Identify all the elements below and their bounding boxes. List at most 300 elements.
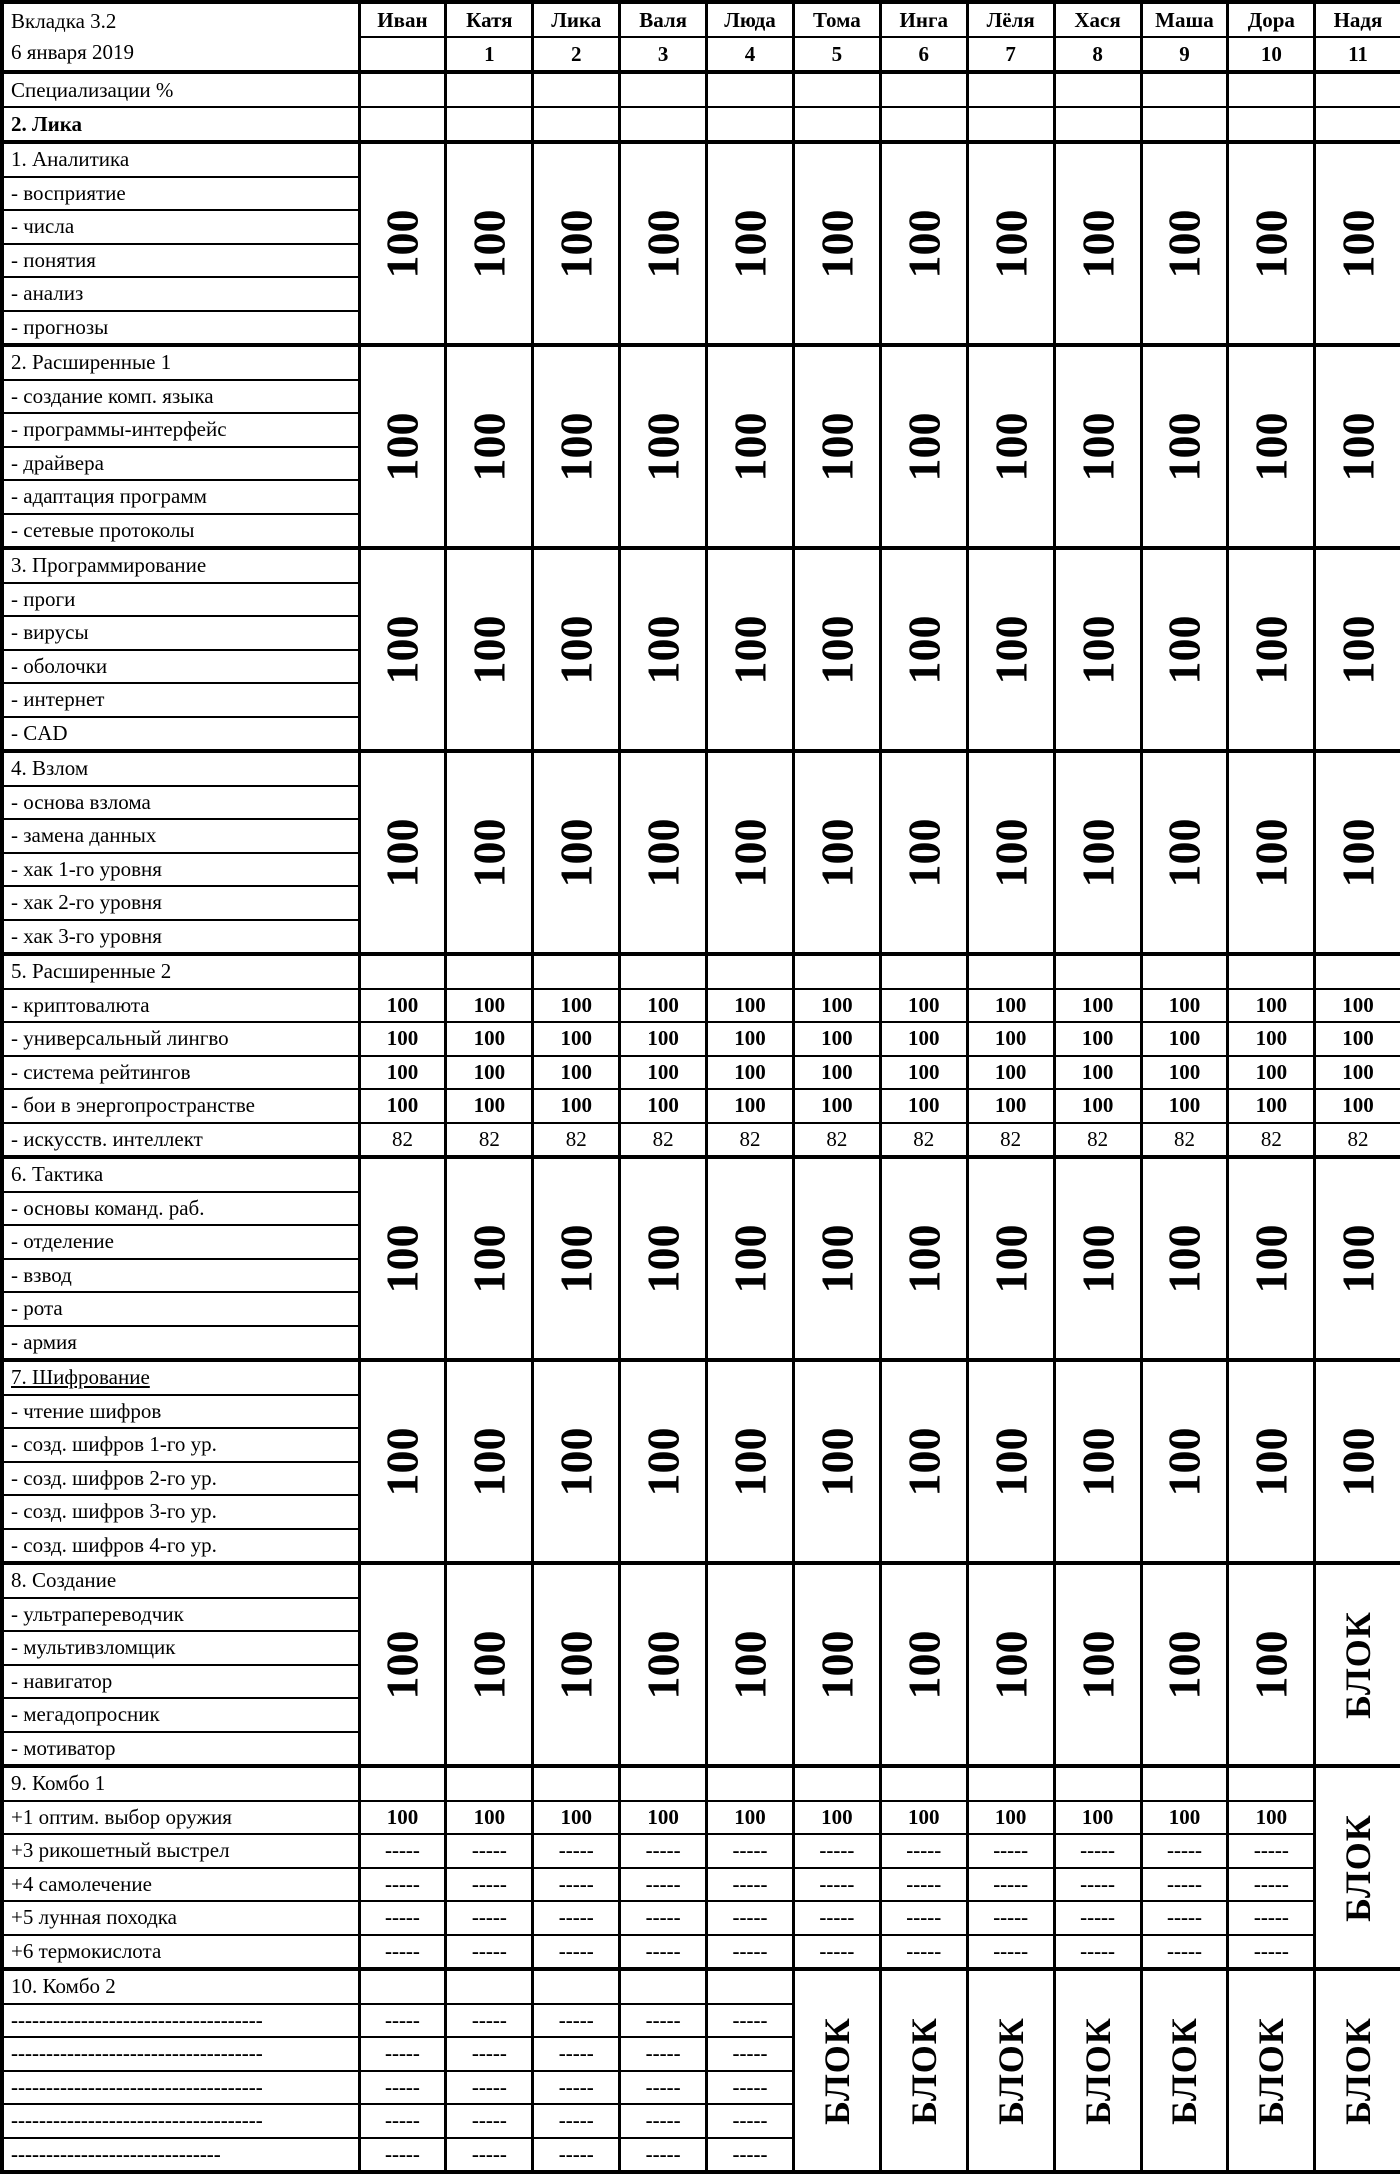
block-cell xyxy=(1315,1563,1400,1766)
empty-cell xyxy=(967,107,1054,142)
section-title: 6. Тактика xyxy=(2,1157,359,1192)
value-cell: ----- xyxy=(880,1868,967,1902)
row-label: - основы команд. раб. xyxy=(2,1192,359,1226)
rotated-value: 100 xyxy=(1158,818,1210,887)
empty-cell xyxy=(359,954,446,989)
merged-score-cell xyxy=(446,1360,533,1563)
rotated-value: 100 xyxy=(811,1630,863,1699)
table-row xyxy=(2,1868,1400,1902)
value-cell: ----- xyxy=(620,2037,707,2071)
rotated-value: 100 xyxy=(550,1224,602,1293)
value-cell: 100 xyxy=(533,989,620,1023)
empty-cell xyxy=(1315,107,1400,142)
rotated-value: 100 xyxy=(811,818,863,887)
value-cell: ----- xyxy=(359,1901,446,1935)
value-cell: ----- xyxy=(533,1935,620,1970)
rotated-value: БЛОК xyxy=(1337,1813,1378,1922)
rotated-value: 100 xyxy=(1158,209,1210,278)
value-cell: 100 xyxy=(1228,1056,1315,1090)
rotated-value: БЛОК xyxy=(1337,2016,1378,2125)
row-label: - универсальный лингво xyxy=(2,1022,359,1056)
section-title: 7. Шифрование xyxy=(2,1360,359,1395)
merged-score-cell xyxy=(707,1563,794,1766)
table-body xyxy=(2,2,1400,2172)
column-number: 10 xyxy=(1228,37,1315,72)
value-cell: ----- xyxy=(1054,1901,1141,1935)
selected-person-label: 2. Лика xyxy=(2,107,359,142)
value-cell: ----- xyxy=(446,2104,533,2138)
merged-score-cell xyxy=(533,1360,620,1563)
value-cell: ----- xyxy=(359,2037,446,2071)
value-cell: 100 xyxy=(1141,1056,1228,1090)
rotated-value: 100 xyxy=(463,818,515,887)
value-cell: 100 xyxy=(707,989,794,1023)
merged-score-cell xyxy=(707,1157,794,1360)
merged-score-cell xyxy=(967,142,1054,345)
value-cell: ----- xyxy=(880,1901,967,1935)
value-cell: ----- xyxy=(620,2071,707,2105)
value-cell: 100 xyxy=(1054,989,1141,1023)
rotated-value: 100 xyxy=(898,818,950,887)
value-cell: 100 xyxy=(359,1801,446,1835)
row-label: - прогнозы xyxy=(2,311,359,346)
rotated-value: 100 xyxy=(898,412,950,481)
merged-score-cell xyxy=(1141,1157,1228,1360)
rotated-value: 100 xyxy=(550,818,602,887)
merged-score-cell xyxy=(620,548,707,751)
value-cell: 100 xyxy=(793,1022,880,1056)
merged-score-cell xyxy=(533,548,620,751)
empty-cell xyxy=(880,107,967,142)
value-cell: 100 xyxy=(1054,1056,1141,1090)
value-cell: ----- xyxy=(620,1868,707,1902)
value-cell: ----- xyxy=(533,1901,620,1935)
merged-score-cell xyxy=(620,1563,707,1766)
value-cell: 100 xyxy=(620,1056,707,1090)
row-label: - восприятие xyxy=(2,177,359,211)
table-row xyxy=(2,1901,1400,1935)
row-label: - создание комп. языка xyxy=(2,380,359,414)
column-number: 9 xyxy=(1141,37,1228,72)
value-cell: 100 xyxy=(1228,989,1315,1023)
value-cell: ----- xyxy=(446,2004,533,2038)
value-cell: 82 xyxy=(1228,1123,1315,1158)
merged-score-cell xyxy=(359,751,446,954)
merged-score-cell xyxy=(793,548,880,751)
row-label: - мультивзломщик xyxy=(2,1631,359,1665)
rotated-value: 100 xyxy=(724,1224,776,1293)
row-label: - система рейтингов xyxy=(2,1056,359,1090)
row-label: +4 самолечение xyxy=(2,1868,359,1902)
table-row xyxy=(2,1563,1400,1598)
merged-score-cell xyxy=(533,142,620,345)
rotated-value: 100 xyxy=(724,412,776,481)
merged-score-cell xyxy=(707,751,794,954)
rotated-value: 100 xyxy=(1072,1427,1124,1496)
value-cell: ----- xyxy=(707,1834,794,1868)
merged-score-cell xyxy=(880,345,967,548)
merged-score-cell xyxy=(1228,548,1315,751)
rotated-value: 100 xyxy=(637,1224,689,1293)
empty-cell xyxy=(620,107,707,142)
empty-cell xyxy=(620,72,707,107)
rotated-value: 100 xyxy=(1158,412,1210,481)
merged-score-cell xyxy=(1228,751,1315,954)
rotated-value: 100 xyxy=(898,209,950,278)
value-cell: 100 xyxy=(1315,1022,1400,1056)
column-header: Дора xyxy=(1228,2,1315,37)
merged-score-cell xyxy=(533,1157,620,1360)
merged-score-cell xyxy=(446,1157,533,1360)
empty-cell xyxy=(793,107,880,142)
sheet-title-cell xyxy=(2,2,359,72)
value-cell: ----- xyxy=(446,2037,533,2071)
merged-score-cell xyxy=(880,142,967,345)
rotated-value: 100 xyxy=(376,209,428,278)
rotated-value: 100 xyxy=(1158,1630,1210,1699)
value-cell: ----- xyxy=(707,2071,794,2105)
rotated-value: 100 xyxy=(463,1630,515,1699)
value-cell: ----- xyxy=(533,2071,620,2105)
merged-score-cell xyxy=(1228,1563,1315,1766)
value-cell: ----- xyxy=(359,2104,446,2138)
merged-score-cell xyxy=(446,751,533,954)
value-cell: 100 xyxy=(707,1089,794,1123)
value-cell: ----- xyxy=(533,2037,620,2071)
row-label: - адаптация программ xyxy=(2,480,359,514)
empty-cell xyxy=(359,1969,446,2004)
merged-score-cell xyxy=(620,345,707,548)
rotated-value: 100 xyxy=(1158,1427,1210,1496)
value-cell: 100 xyxy=(1315,1089,1400,1123)
rotated-value: 100 xyxy=(811,1224,863,1293)
value-cell: ----- xyxy=(620,2004,707,2038)
value-cell: ----- xyxy=(446,1901,533,1935)
value-cell: ----- xyxy=(707,2138,794,2173)
rotated-value: 100 xyxy=(985,209,1037,278)
merged-score-cell xyxy=(1141,1563,1228,1766)
row-label: - мегадопросник xyxy=(2,1698,359,1732)
empty-cell xyxy=(880,954,967,989)
merged-score-cell xyxy=(1228,1157,1315,1360)
value-cell: 100 xyxy=(1054,1089,1141,1123)
block-cell xyxy=(1228,1969,1315,2172)
table-row xyxy=(2,1123,1400,1158)
row-label: - CAD xyxy=(2,717,359,752)
value-cell: ----- xyxy=(1228,1868,1315,1902)
row-label: - сетевые протоколы xyxy=(2,514,359,549)
rotated-value: 100 xyxy=(985,818,1037,887)
rotated-value: 100 xyxy=(724,1427,776,1496)
column-header: Маша xyxy=(1141,2,1228,37)
row-label: - чтение шифров xyxy=(2,1395,359,1429)
rotated-value: 100 xyxy=(1332,818,1384,887)
value-cell: 100 xyxy=(446,1801,533,1835)
rotated-value: 100 xyxy=(1245,209,1297,278)
value-cell: 100 xyxy=(359,989,446,1023)
rotated-value: 100 xyxy=(1158,1224,1210,1293)
empty-cell xyxy=(1315,954,1400,989)
rotated-value: 100 xyxy=(985,412,1037,481)
rotated-value: 100 xyxy=(985,1224,1037,1293)
row-label: - оболочки xyxy=(2,650,359,684)
value-cell: 100 xyxy=(446,1022,533,1056)
merged-score-cell xyxy=(1315,1157,1400,1360)
value-cell: ----- xyxy=(1228,1834,1315,1868)
section-title: 1. Аналитика xyxy=(2,142,359,177)
merged-score-cell xyxy=(967,1563,1054,1766)
rotated-value: 100 xyxy=(724,1630,776,1699)
block-cell xyxy=(880,1969,967,2172)
value-cell: 82 xyxy=(793,1123,880,1158)
table-row xyxy=(2,548,1400,583)
value-cell: 82 xyxy=(707,1123,794,1158)
empty-cell xyxy=(1054,1766,1141,1801)
merged-score-cell xyxy=(1141,548,1228,751)
value-cell: 100 xyxy=(1054,1022,1141,1056)
empty-cell xyxy=(533,72,620,107)
value-cell: ----- xyxy=(446,1868,533,1902)
empty-cell xyxy=(707,1766,794,1801)
subtitle-label: Специализации % xyxy=(2,72,359,107)
merged-score-cell xyxy=(359,1563,446,1766)
table-row xyxy=(2,954,1400,989)
value-cell: 100 xyxy=(793,1089,880,1123)
merged-score-cell xyxy=(707,548,794,751)
rotated-value: 100 xyxy=(724,818,776,887)
rotated-value: 100 xyxy=(463,615,515,684)
block-cell xyxy=(967,1969,1054,2172)
table-row xyxy=(2,1022,1400,1056)
rotated-value: 100 xyxy=(1072,209,1124,278)
merged-score-cell xyxy=(359,548,446,751)
column-number: 3 xyxy=(620,37,707,72)
merged-score-cell xyxy=(1054,1563,1141,1766)
value-cell: 100 xyxy=(967,989,1054,1023)
rotated-value: 100 xyxy=(1332,412,1384,481)
rotated-value: 100 xyxy=(1245,615,1297,684)
column-number xyxy=(359,37,446,72)
column-number: 11 xyxy=(1315,37,1400,72)
empty-cell xyxy=(707,954,794,989)
column-number: 8 xyxy=(1054,37,1141,72)
row-label: - отделение xyxy=(2,1225,359,1259)
value-cell: 82 xyxy=(446,1123,533,1158)
sheet-title: Вкладка 3.2 xyxy=(11,9,117,33)
merged-score-cell xyxy=(880,1157,967,1360)
column-number: 7 xyxy=(967,37,1054,72)
value-cell: 100 xyxy=(359,1022,446,1056)
merged-score-cell xyxy=(707,1360,794,1563)
value-cell: ----- xyxy=(793,1901,880,1935)
merged-score-cell xyxy=(1315,751,1400,954)
rotated-value: 100 xyxy=(637,818,689,887)
rotated-value: 100 xyxy=(1072,818,1124,887)
merged-score-cell xyxy=(1054,1157,1141,1360)
row-label: - хак 3-го уровня xyxy=(2,920,359,955)
row-label: - числа xyxy=(2,210,359,244)
empty-cell xyxy=(1141,1766,1228,1801)
empty-cell xyxy=(1315,72,1400,107)
block-cell xyxy=(1054,1969,1141,2172)
rotated-value: 100 xyxy=(1072,1224,1124,1293)
column-number: 4 xyxy=(707,37,794,72)
value-cell: ----- xyxy=(1141,1868,1228,1902)
rotated-value: 100 xyxy=(1158,615,1210,684)
block-cell xyxy=(1315,1969,1400,2172)
row-label: - созд. шифров 1-го ур. xyxy=(2,1428,359,1462)
empty-cell xyxy=(967,1766,1054,1801)
value-cell: 82 xyxy=(1054,1123,1141,1158)
value-cell: ----- xyxy=(446,2138,533,2173)
merged-score-cell xyxy=(967,751,1054,954)
rotated-value: БЛОК xyxy=(990,2016,1031,2125)
merged-score-cell xyxy=(446,1563,533,1766)
value-cell: ----- xyxy=(446,2071,533,2105)
value-cell: ----- xyxy=(533,1868,620,1902)
value-cell: 100 xyxy=(1141,1022,1228,1056)
value-cell: 100 xyxy=(533,1801,620,1835)
table-row xyxy=(2,72,1400,107)
value-cell: 100 xyxy=(1054,1801,1141,1835)
empty-cell xyxy=(359,72,446,107)
rotated-value: 100 xyxy=(1072,615,1124,684)
merged-score-cell xyxy=(620,1360,707,1563)
row-label: ------------------------------------ xyxy=(2,2004,359,2038)
value-cell: ----- xyxy=(967,1935,1054,1970)
merged-score-cell xyxy=(793,1157,880,1360)
rotated-value: 100 xyxy=(463,1224,515,1293)
value-cell: 82 xyxy=(1141,1123,1228,1158)
merged-score-cell xyxy=(359,1360,446,1563)
value-cell: 100 xyxy=(446,1056,533,1090)
column-number: 2 xyxy=(533,37,620,72)
empty-cell xyxy=(707,107,794,142)
value-cell: 100 xyxy=(1228,1022,1315,1056)
rotated-value: 100 xyxy=(1245,1630,1297,1699)
rotated-value: 100 xyxy=(637,1427,689,1496)
value-cell: ----- xyxy=(620,2138,707,2173)
merged-score-cell xyxy=(880,1563,967,1766)
value-cell: 100 xyxy=(1315,989,1400,1023)
merged-score-cell xyxy=(967,548,1054,751)
merged-score-cell xyxy=(1054,548,1141,751)
value-cell: 100 xyxy=(793,1056,880,1090)
rotated-value: 100 xyxy=(811,1427,863,1496)
value-cell: ----- xyxy=(359,1868,446,1902)
table-row xyxy=(2,1766,1400,1801)
rotated-value: БЛОК xyxy=(816,2016,857,2125)
value-cell: 100 xyxy=(533,1056,620,1090)
merged-score-cell xyxy=(1315,1360,1400,1563)
row-label: - основа взлома xyxy=(2,786,359,820)
merged-score-cell xyxy=(1228,1360,1315,1563)
merged-score-cell xyxy=(359,1157,446,1360)
table-row xyxy=(2,1056,1400,1090)
rotated-value: 100 xyxy=(550,412,602,481)
rotated-value: БЛОК xyxy=(1337,1610,1378,1719)
value-cell: 100 xyxy=(707,1801,794,1835)
value-cell: 100 xyxy=(533,1089,620,1123)
empty-cell xyxy=(793,1766,880,1801)
value-cell: ----- xyxy=(620,1834,707,1868)
row-label: - криптовалюта xyxy=(2,989,359,1023)
rotated-value: 100 xyxy=(376,1630,428,1699)
rotated-value: 100 xyxy=(637,412,689,481)
rotated-value: 100 xyxy=(811,615,863,684)
merged-score-cell xyxy=(1315,345,1400,548)
table-row xyxy=(2,1360,1400,1395)
column-number: 6 xyxy=(880,37,967,72)
merged-score-cell xyxy=(793,142,880,345)
row-label: - рота xyxy=(2,1292,359,1326)
value-cell: 100 xyxy=(793,989,880,1023)
empty-cell xyxy=(967,72,1054,107)
empty-cell xyxy=(793,72,880,107)
rotated-value: 100 xyxy=(550,209,602,278)
row-label: ------------------------------ xyxy=(2,2138,359,2173)
rotated-value: 100 xyxy=(985,1630,1037,1699)
value-cell: ----- xyxy=(1054,1834,1141,1868)
value-cell: ----- xyxy=(1141,1834,1228,1868)
empty-cell xyxy=(1141,107,1228,142)
value-cell: ----- xyxy=(707,2104,794,2138)
row-label: - созд. шифров 3-го ур. xyxy=(2,1495,359,1529)
value-cell: 100 xyxy=(620,1022,707,1056)
merged-score-cell xyxy=(707,142,794,345)
rotated-value: 100 xyxy=(637,615,689,684)
section-title: 3. Программирование xyxy=(2,548,359,583)
column-number: 1 xyxy=(446,37,533,72)
value-cell: ----- xyxy=(707,1901,794,1935)
value-cell: 100 xyxy=(1141,1801,1228,1835)
value-cell: ----- xyxy=(533,2004,620,2038)
merged-score-cell xyxy=(620,751,707,954)
value-cell: ----- xyxy=(533,1834,620,1868)
value-cell: 100 xyxy=(1228,1089,1315,1123)
rotated-value: 100 xyxy=(724,615,776,684)
empty-cell xyxy=(967,954,1054,989)
row-label: - армия xyxy=(2,1326,359,1361)
value-cell: 100 xyxy=(880,1089,967,1123)
rotated-value: БЛОК xyxy=(1251,2016,1292,2125)
value-cell: 100 xyxy=(446,1089,533,1123)
merged-score-cell xyxy=(1054,142,1141,345)
row-label: - хак 2-го уровня xyxy=(2,886,359,920)
rotated-value: 100 xyxy=(1072,412,1124,481)
value-cell: ----- xyxy=(880,1834,967,1868)
rotated-value: 100 xyxy=(898,615,950,684)
rotated-value: 100 xyxy=(1245,818,1297,887)
value-cell: 100 xyxy=(620,1801,707,1835)
column-header: Лика xyxy=(533,2,620,37)
rotated-value: 100 xyxy=(985,1427,1037,1496)
rotated-value: БЛОК xyxy=(903,2016,944,2125)
row-label: - ультрапереводчик xyxy=(2,1598,359,1632)
value-cell: ----- xyxy=(359,2004,446,2038)
rotated-value: 100 xyxy=(376,1427,428,1496)
rotated-value: 100 xyxy=(376,818,428,887)
column-number: 5 xyxy=(793,37,880,72)
value-cell: ----- xyxy=(967,1868,1054,1902)
rotated-value: 100 xyxy=(376,1224,428,1293)
value-cell: ----- xyxy=(620,2104,707,2138)
value-cell: 100 xyxy=(533,1022,620,1056)
merged-score-cell xyxy=(1141,1360,1228,1563)
value-cell: 100 xyxy=(967,1801,1054,1835)
block-cell xyxy=(1315,1766,1400,1969)
value-cell: 100 xyxy=(1228,1801,1315,1835)
